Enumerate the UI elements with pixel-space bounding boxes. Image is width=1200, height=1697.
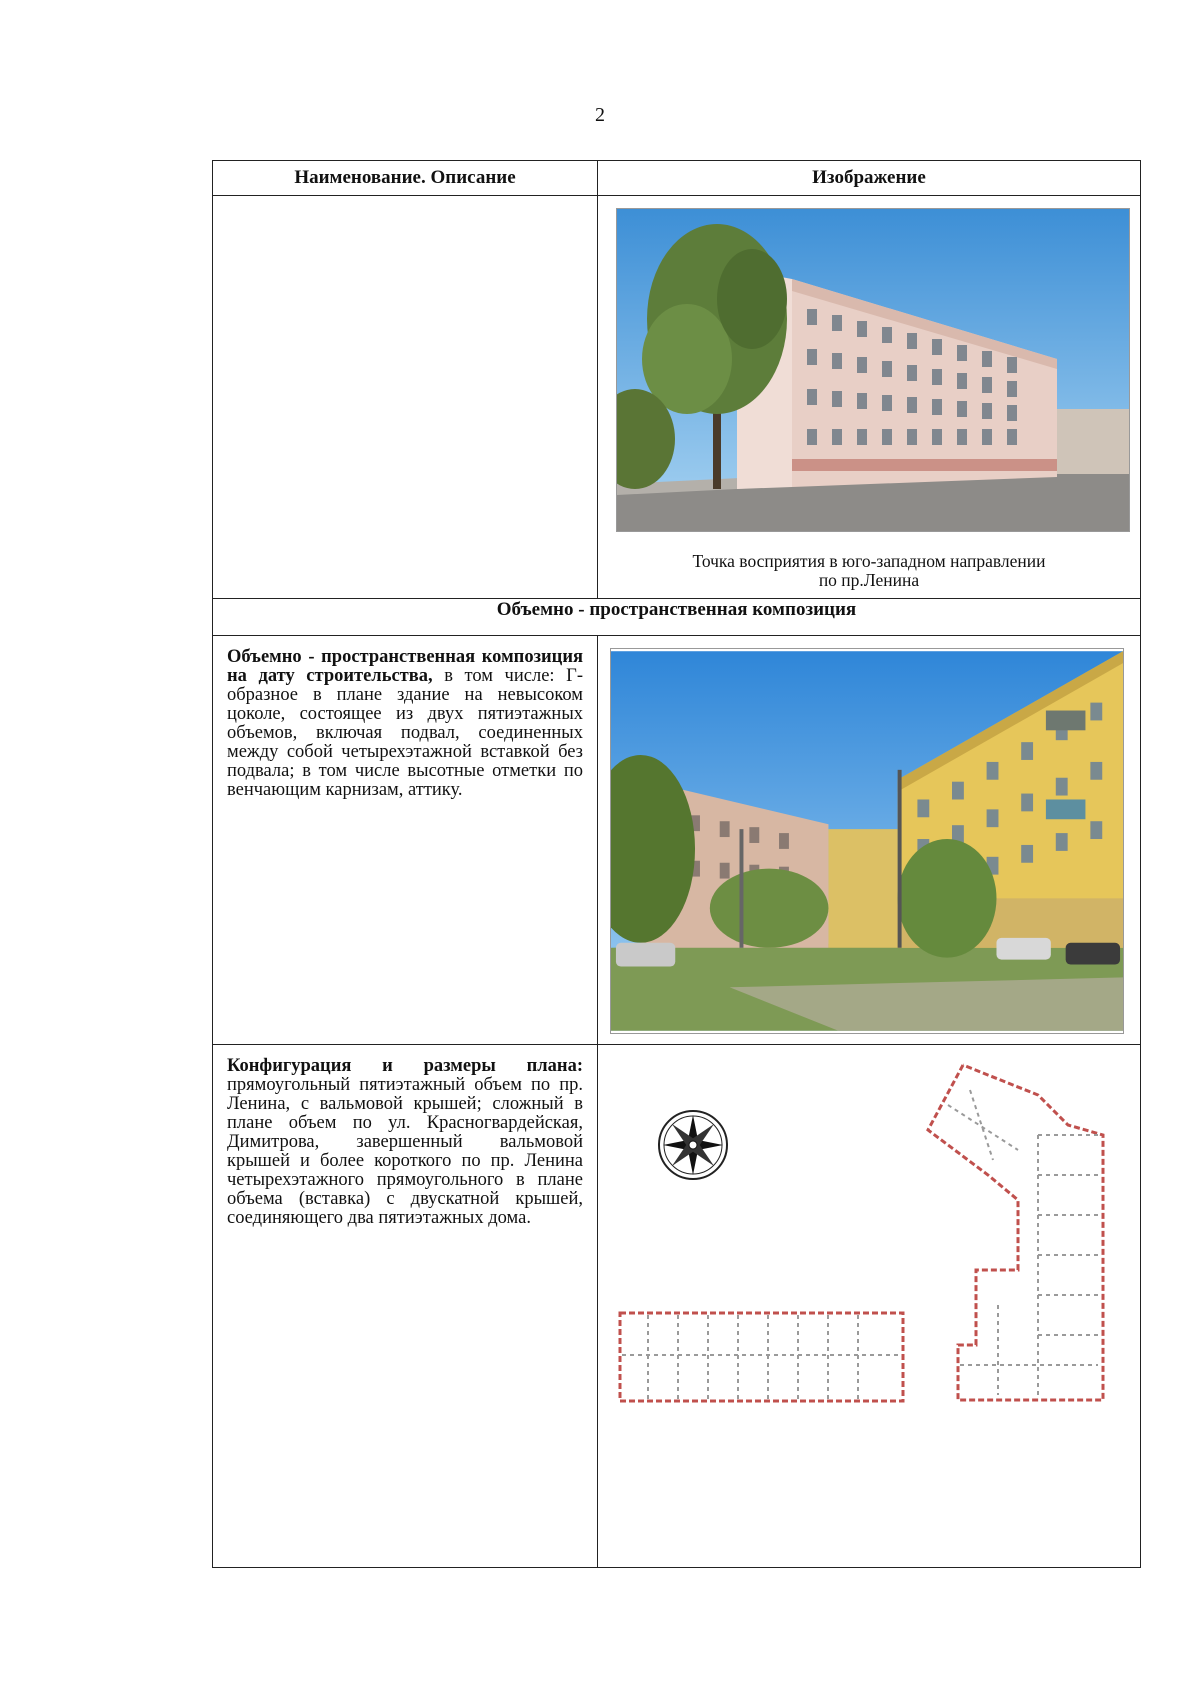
courtyard-photo	[610, 648, 1124, 1034]
plan-heading: Конфигурация и размеры плана:	[227, 1056, 583, 1076]
header-description: Наименование. Описание	[213, 161, 598, 196]
plan-description	[213, 1045, 597, 1236]
compass-rose-icon	[659, 1111, 727, 1179]
composition-heading: Объемно - пространственная композиция на дату строительства,	[227, 647, 583, 686]
page-number: 2	[595, 104, 605, 126]
row3-plan-cell	[598, 1045, 1141, 1568]
row3-description-cell	[213, 1045, 598, 1568]
row2-description-cell	[213, 636, 598, 1045]
composition-description	[213, 636, 597, 808]
section-header-row	[213, 599, 1141, 636]
caption-line-1: Точка восприятия в юго-западном направлении	[692, 551, 1046, 571]
table-row	[213, 636, 1141, 1045]
header-image: Изображение	[598, 161, 1141, 196]
row2-image-cell	[598, 636, 1141, 1045]
floor-plan-drawing	[598, 1045, 1141, 1567]
street-view-photo	[616, 208, 1130, 532]
caption-line-2: по пр.Ленина	[818, 570, 920, 590]
row1-description-cell	[213, 196, 598, 599]
row1-image-cell	[598, 196, 1141, 599]
composition-text: в том числе: Г-образное в плане здание на невысоком цоколе, состоящее из двух пятиэтажных объемов, включая подвал, соединенных между собой четырехэтажной вставкой без подвала; в том числе высотные отметки по венчающим карнизам, аттику.	[227, 666, 583, 800]
section-title: Объемно - пространственная композиция	[213, 599, 1141, 636]
table-row	[213, 196, 1141, 599]
table-row	[213, 1045, 1141, 1568]
photo-caption	[598, 538, 1140, 598]
object-description-table	[212, 160, 1141, 1568]
plan-text: прямоугольный пятиэтажный объем по пр. Ленина, с вальмовой крышей; сложный в плане объем по ул. Красногвардейская, Димитрова, завершенный вальмовой крышей и более короткого по пр. Ленина четырехэтажного прямоугольного в плане объема (вставка) с двускатной крышей, соединяющего два пятиэтажных дома.	[227, 1075, 583, 1228]
table-header-row	[213, 161, 1141, 196]
